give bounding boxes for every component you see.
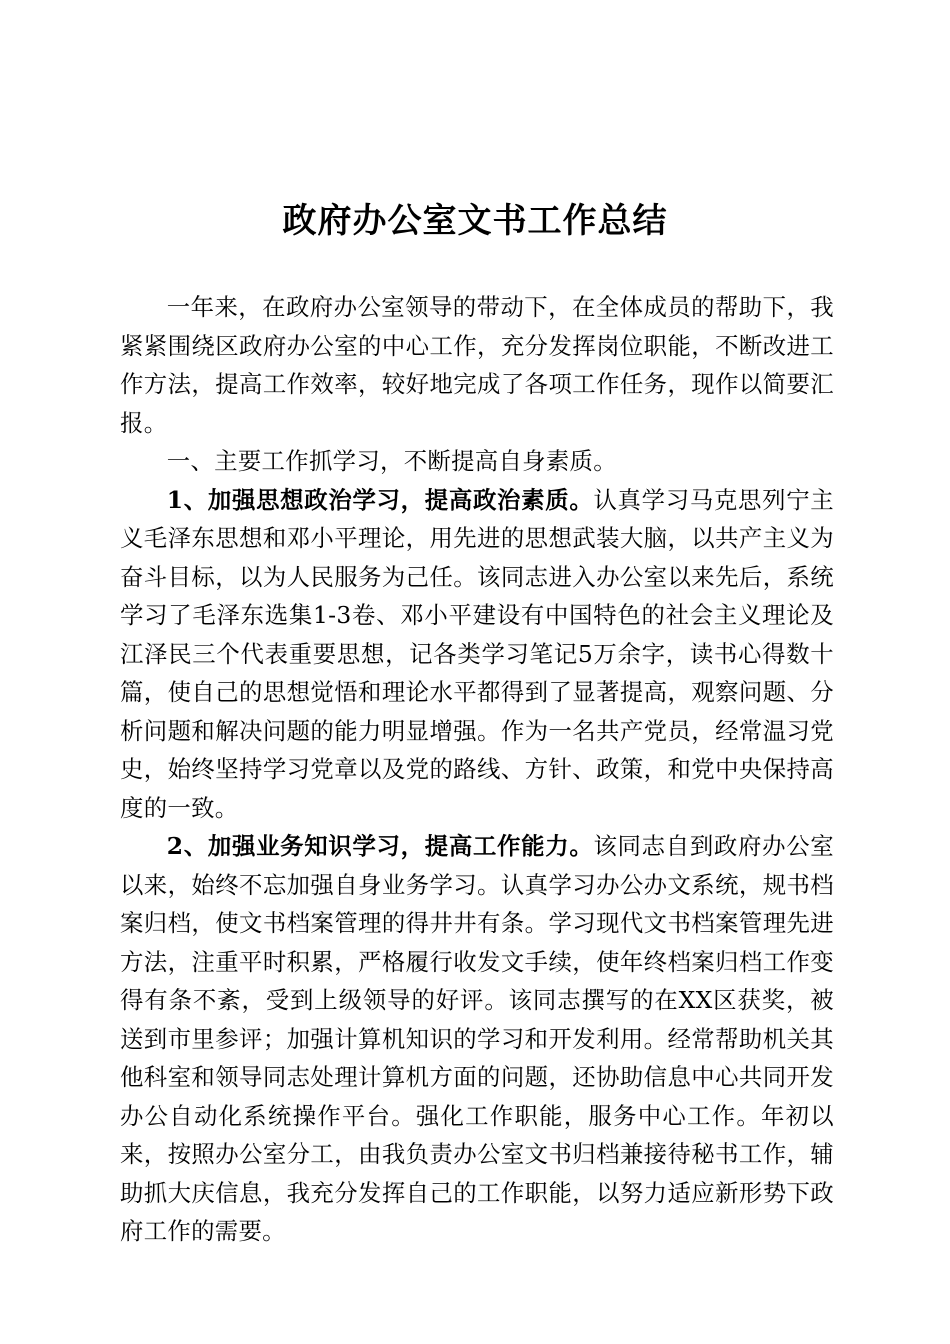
item-2-text: 该同志自到政府办公室以来，始终不忘加强自身业务学习。认真学习办公办文系统，规书档案归档，使文书档案管理的得井井有条。学习现代文书档案管理先进方法，注重平时积累，严格履行收发文手续，使年终档案归档工作变得有条不紊，受到上级领导的好评。该同志撰写的在XX区获奖，被送到市里参评；加强计算机知识的学习和开发利用。经常帮助机关其他科室和领导同志处理计算机方面的问题，还协助信息中心共同开发办公自动化系统操作平台。强化工作职能，服务中心工作。年初以来，按照办公室分工，由我负责办公室文书归档兼接待秘书工作，辅助抓大庆信息，我充分发挥自己的工作职能，以努力适应新形势下政府工作的需要。: [120, 832, 834, 1245]
section-heading-1: 一、主要工作抓学习，不断提高自身素质。: [166, 447, 617, 475]
document-title: 政府办公室文书工作总结: [282, 201, 668, 241]
item-2-lead: 2、加强业务知识学习，提高工作能力。: [166, 832, 594, 860]
item-2-paragraph: [120, 827, 834, 1251]
item-1-paragraph: [120, 481, 834, 828]
item-1-text: 认真学习马克思列宁主义毛泽东思想和邓小平理论，用先进的思想武装大脑，以共产主义为奋斗目标，以为人民服务为己任。该同志进入办公室以来先后，系统学习了毛泽东选集1-3卷、邓小平建设有中国特色的社会主义理论及江泽民三个代表重要思想，记各类学习笔记5万余字，读书心得数十篇，使自己的思想觉悟和理论水平都得到了显著提高，观察问题、分析问题和解决问题的能力明显增强。作为一名共产党员，经常温习党史，始终坚持学习党章以及党的路线、方针、政策，和党中央保持高度的一致。: [120, 485, 834, 822]
document-body: [120, 288, 834, 1251]
intro-paragraph: 一年来，在政府办公室领导的带动下，在全体成员的帮助下，我紧紧围绕区政府办公室的中心工作，充分发挥岗位职能，不断改进工作方法，提高工作效率，较好地完成了各项工作任务，现作以简要汇报。: [120, 293, 834, 437]
item-1-lead: 1、加强思想政治学习，提高政治素质。: [166, 485, 594, 514]
